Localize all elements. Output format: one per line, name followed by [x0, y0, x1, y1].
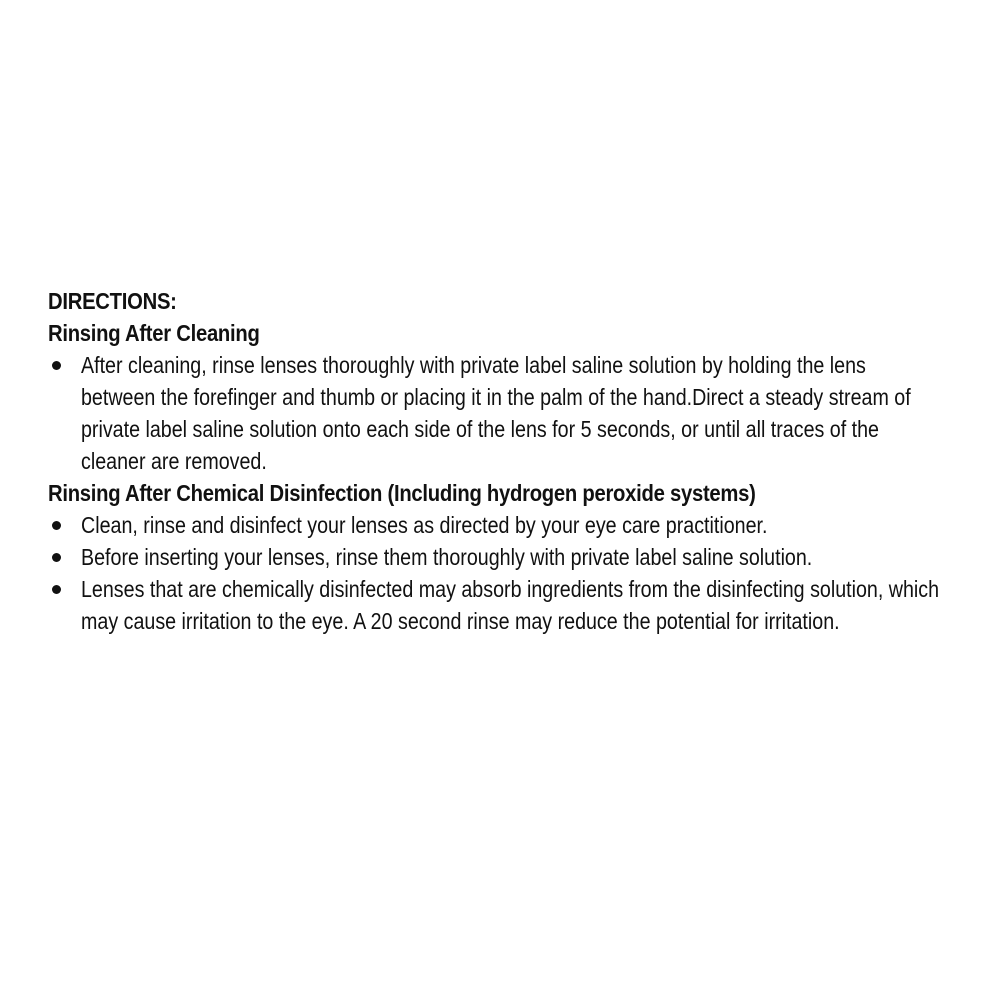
- directions-title: DIRECTIONS:: [48, 288, 177, 314]
- bullet-text: After cleaning, rinse lenses thoroughly with private label saline solution by holding the lens between the forefinger and thumb or placing it in the palm of the hand.Direct a steady stream of private label saline solution onto each side of the lens for 5 seconds, or until all traces of the cleaner are removed.: [81, 352, 911, 474]
- bullet-icon: [52, 521, 61, 530]
- bullet-text: Clean, rinse and disinfect your lenses as directed by your eye care practitioner.: [81, 512, 768, 538]
- bullet-list-rinsing-after-cleaning: [48, 349, 968, 477]
- list-item: [48, 541, 968, 573]
- list-item: [48, 509, 968, 541]
- section-heading-rinsing-after-chemical-disinfection: Rinsing After Chemical Disinfection (Including hydrogen peroxide systems): [48, 480, 756, 506]
- bullet-icon: [52, 361, 61, 370]
- list-item: [48, 349, 968, 477]
- bullet-icon: [52, 585, 61, 594]
- bullet-icon: [52, 553, 61, 562]
- bullet-text: Before inserting your lenses, rinse them thoroughly with private label saline solution.: [81, 544, 813, 570]
- bullet-text: Lenses that are chemically disinfected may absorb ingredients from the disinfecting solution, which may cause irritation to the eye. A 20 second rinse may reduce the potential for irritation.: [81, 576, 940, 634]
- directions-panel: [48, 286, 968, 637]
- bullet-list-rinsing-after-chemical-disinfection: [48, 509, 968, 637]
- section-heading-rinsing-after-cleaning: Rinsing After Cleaning: [48, 320, 260, 346]
- list-item: [48, 573, 968, 637]
